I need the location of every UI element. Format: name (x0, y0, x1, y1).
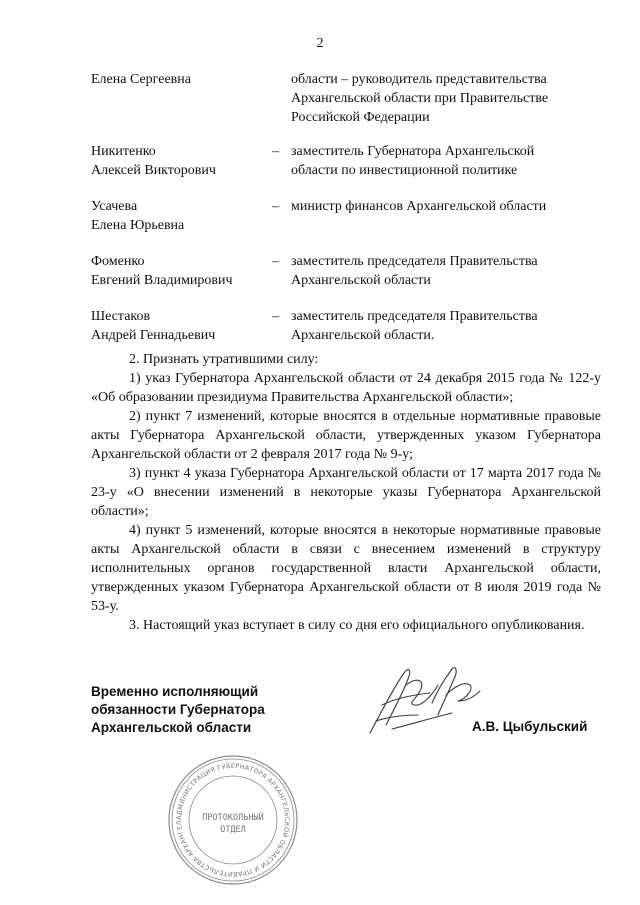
member-dash: – (272, 254, 279, 269)
clause-effective: 3. Настоящий указ вступает в силу со дня его официального опубликования. (129, 618, 585, 633)
member-role: заместитель председателя Правительства Архангельской области. (291, 309, 538, 343)
clause-item: 3) пункт 4 указа Губернатора Архангельской области от 17 марта 2017 года № 23-у «О внесении изменений в некоторые указы Губернатора Архангельской области»; (91, 466, 601, 519)
official-stamp (165, 752, 301, 893)
clause-item: 1) указ Губернатора Архангельской области от 24 декабря 2015 года № 122-у «Об образовании президиума Правительства Архангельской области»; (91, 371, 601, 405)
decree-clauses (91, 350, 601, 635)
member-entry (91, 307, 601, 347)
member-name: Елена Сергеевна (91, 72, 191, 87)
clause-item: 4) пункт 5 изменений, которые вносятся в некоторые нормативные правовые акты Архангельской области в связи с внесением изменений в структуру исполнительных органов государственной власти Архангельской области, утвержденных указом Губернатора Архангельской области от 8 июля 2019 года № 53-у. (91, 523, 601, 614)
signatory-title: Временно исполняющий обязанности Губернатора Архангельской области (91, 684, 265, 735)
member-entry (91, 197, 601, 252)
member-name: Никитенко Алексей Викторович (91, 144, 216, 178)
member-role: министр финансов Архангельской области (291, 199, 547, 214)
member-name: Фоменко Евгений Владимирович (91, 254, 233, 288)
signatory-name: А.В. Цыбульский (472, 719, 588, 734)
member-role: области – руководитель представительства Архангельской области при Правительстве Российской Федерации (291, 72, 549, 125)
member-entry (91, 252, 601, 307)
member-entry (91, 142, 601, 197)
member-dash: – (272, 199, 279, 214)
member-name: Усачева Елена Юрьевна (91, 199, 185, 233)
page-number: 2 (316, 36, 324, 51)
member-name: Шестаков Андрей Геннадьевич (91, 309, 216, 343)
clause-heading: 2. Признать утратившими силу: (129, 352, 319, 367)
stamp-center-line-2: ОТДЕЛ (220, 825, 246, 835)
member-list (91, 70, 601, 347)
clause-item: 2) пункт 7 изменений, которые вносятся в отдельные нормативные правовые акты Губернатора Архангельской области, утвержденных указом Губернатора Архангельской области от 2 февраля 2017 года № 9-у; (91, 409, 601, 462)
member-role: заместитель Губернатора Архангельской области по инвестиционной политике (291, 144, 535, 178)
stamp-ring-text: АДМИНИСТРАЦИЯ ГУБЕРНАТОРА АРХАНГЕЛЬСКОЙ ОБЛАСТИ И ПРАВИТЕЛЬСТВА АРХАНГЕЛ (174, 761, 292, 879)
stamp-center-line-1: ПРОТОКОЛЬНЫЙ (202, 813, 264, 823)
member-dash: – (272, 309, 279, 324)
member-entry (91, 70, 601, 142)
member-role: заместитель председателя Правительства Архангельской области (291, 254, 538, 288)
member-dash: – (272, 144, 279, 159)
handwritten-signature (362, 655, 487, 745)
